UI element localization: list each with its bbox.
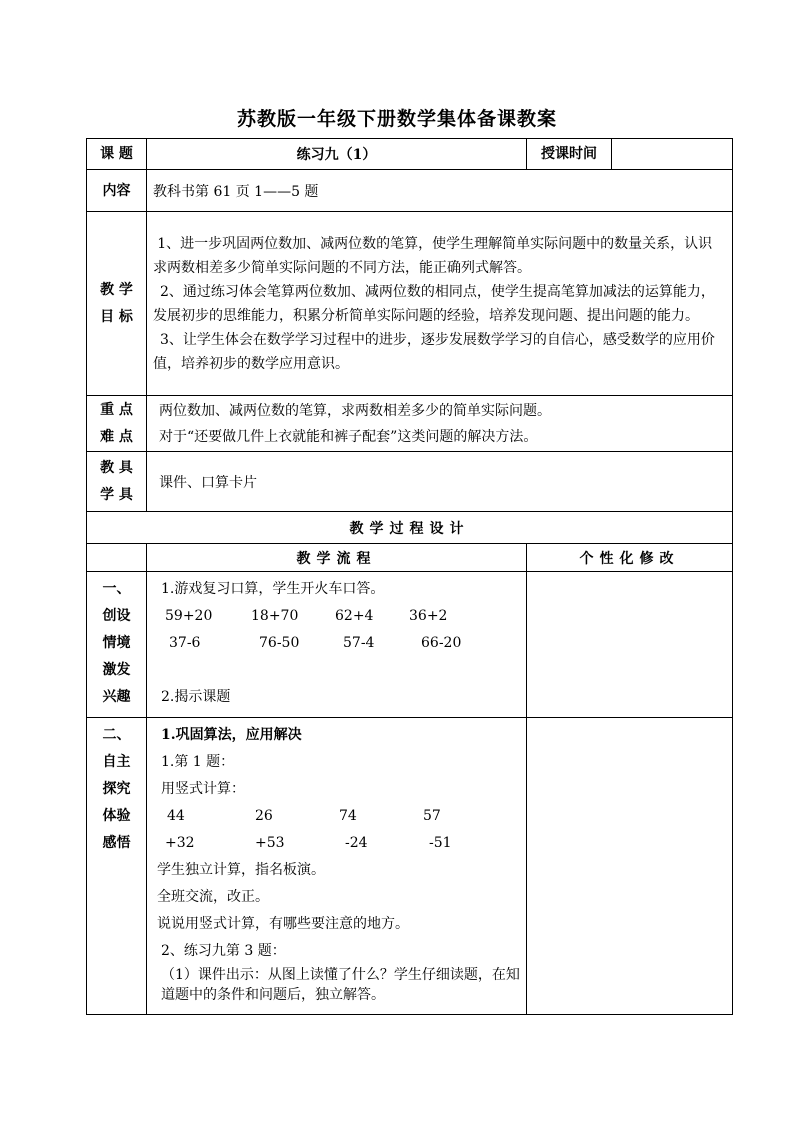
expr: 18+70 (251, 608, 299, 624)
step1-label-4: 兴趣 (102, 689, 131, 705)
operand: -24 (345, 835, 368, 851)
goals-label (87, 212, 147, 396)
lesson-plan-table (86, 138, 733, 1015)
step2-line-b0: 学生独立计算，指名板演。 (157, 862, 325, 878)
step1-line2: 2.揭示课题 (161, 689, 231, 705)
expr: 76-50 (259, 635, 300, 651)
step2-personal (527, 718, 733, 1015)
step1-flow (147, 572, 527, 718)
operand: 26 (255, 808, 273, 824)
step2-label (87, 718, 147, 1015)
content-row (87, 170, 733, 212)
step1-row2 (157, 630, 520, 657)
key-label-line1: 重 点 (100, 401, 133, 418)
tools-label-line1: 教 具 (100, 459, 133, 476)
step1-label-0: 一、 (102, 581, 131, 597)
goals-label-line2: 目 标 (100, 308, 133, 325)
time-value (612, 139, 733, 170)
operand: 57 (423, 808, 441, 824)
tools-label-line2: 学 具 (100, 486, 133, 503)
key-point: 两位数加、减两位数的笔算，求两数相差多少的简单实际问题。 (159, 402, 551, 419)
step2-label-0: 二、 (102, 727, 131, 743)
expr: 66-20 (421, 635, 462, 651)
goals-text (147, 212, 733, 396)
key-label-line2: 难 点 (100, 428, 133, 445)
goal-2: 2、通过练习体会笔算两位数加、减两位数的相同点，使学生提高笔算加减法的运算能力，发展初步的思维能力，积累分析简单实际问题的经验，培养发现问题、提出问题的能力。 (153, 283, 715, 324)
step1-label (87, 572, 147, 718)
step2-title: 1.巩固算法，应用解决 (161, 727, 302, 743)
content-label: 内容 (87, 170, 147, 212)
step2-line-a1: 用竖式计算： (161, 781, 245, 797)
step2-label-4: 感悟 (102, 835, 131, 851)
vertical-top-row (157, 803, 520, 830)
operand: -51 (429, 835, 452, 851)
step2-flow (147, 718, 527, 1015)
tools-row (87, 452, 733, 512)
process-heading-row (87, 512, 733, 544)
step2-label-3: 体验 (102, 808, 131, 824)
column-heading-row (87, 544, 733, 572)
step1-personal (527, 572, 733, 718)
topic-row (87, 139, 733, 170)
topic-value: 练习九（1） (147, 139, 527, 170)
step1-label-3: 激发 (102, 662, 131, 678)
step1-line1: 1.游戏复习口算，学生开火车口答。 (161, 581, 385, 597)
step1-row (87, 572, 733, 718)
operand: 74 (339, 808, 357, 824)
goal-3: 3、让学生体会在数学学习过程中的进步，逐步发展数学学习的自信心，感受数学的应用价值，培养初步的数学应用意识。 (153, 331, 715, 372)
step2-label-2: 探究 (102, 781, 131, 797)
operand: +53 (255, 835, 285, 851)
expr: 36+2 (409, 608, 448, 624)
empty-heading-cell (87, 544, 147, 572)
vertical-bottom-row (157, 830, 520, 857)
personal-heading: 个性化修改 (527, 544, 733, 572)
process-heading: 教学过程设计 (87, 512, 733, 544)
blank-line (157, 657, 520, 684)
key-points-text (147, 396, 733, 452)
key-label (87, 396, 147, 452)
step1-row1 (157, 603, 520, 630)
goal-1: 1、进一步巩固两位数加、减两位数的笔算，使学生理解简单实际问题中的数量关系，认识求两数相差多少简单实际问题的不同方法，能正确列式解答。 (153, 235, 713, 276)
document-title: 苏教版一年级下册数学集体备课教案 (236, 108, 557, 130)
step1-label-2: 情境 (102, 635, 131, 651)
difficult-point: 对于“还要做几件上衣就能和裤子配套”这类问题的解决方法。 (159, 428, 538, 445)
goals-label-line1: 教 学 (100, 281, 133, 298)
step2-line-b3: 2、练习九第 3 题： (161, 943, 286, 959)
operand: +32 (165, 835, 195, 851)
step2-line-b1: 全班交流，改正。 (157, 889, 269, 905)
step2-last: （1）课件出示：从图上读懂了什么？学生仔细读题，在知道题中的条件和问题后，独立解答。 (161, 967, 520, 1003)
topic-label: 课 题 (87, 139, 147, 170)
goals-row (87, 212, 733, 396)
expr: 57-4 (343, 635, 375, 651)
step1-label-1: 创设 (102, 608, 131, 624)
expr: 62+4 (335, 608, 374, 624)
expr: 37-6 (169, 635, 201, 651)
step2-line-a0: 1.第 1 题： (161, 754, 235, 770)
tools-label (87, 452, 147, 512)
content-value: 教科书第 61 页 1——5 题 (147, 170, 733, 212)
expr: 59+20 (165, 608, 213, 624)
step2-label-1: 自主 (102, 754, 131, 770)
key-points-row (87, 396, 733, 452)
operand: 44 (167, 808, 185, 824)
tools-value: 课件、口算卡片 (147, 452, 733, 512)
step2-row (87, 718, 733, 1015)
time-label: 授课时间 (527, 139, 612, 170)
step2-line-b2: 说说用竖式计算，有哪些要注意的地方。 (157, 916, 409, 932)
flow-heading: 教学流程 (147, 544, 527, 572)
